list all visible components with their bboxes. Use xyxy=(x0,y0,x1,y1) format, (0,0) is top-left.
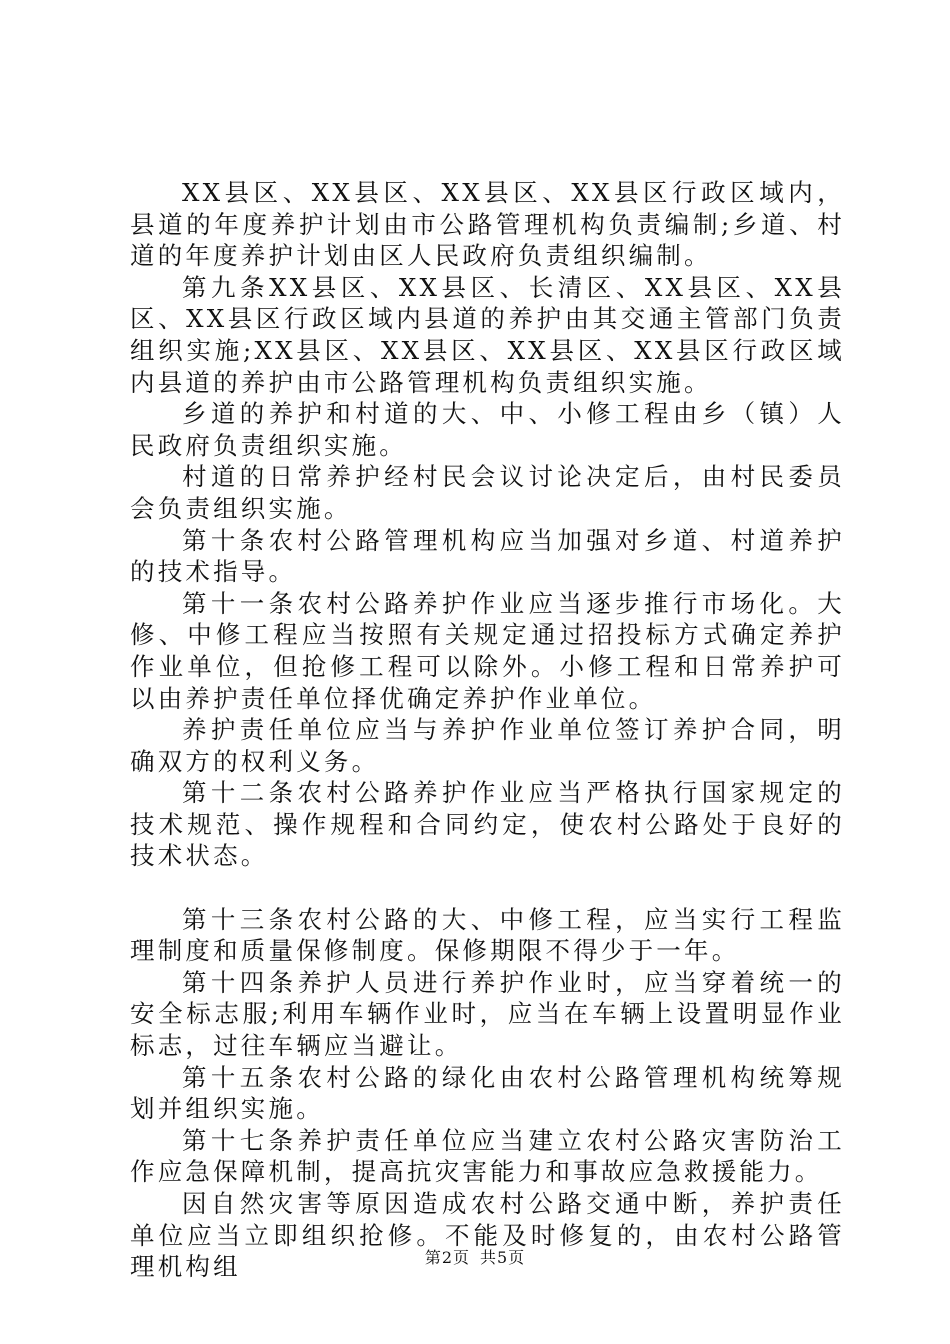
page-total: 共5页 xyxy=(480,1248,526,1267)
paragraph: 第九条XX县区、XX县区、长清区、XX县区、XX县区、XX县区行政区域内县道的养护由其交通主管部门负责组织实施;XX县区、XX县区、XX县区、XX县区行政区域内县道的养护由市公路管理机构负责组织实施。 xyxy=(130,272,845,397)
paragraph: 第十一条农村公路养护作业应当逐步推行市场化。大修、中修工程应当按照有关规定通过招投标方式确定养护作业单位，但抢修工程可以除外。小修工程和日常养护可以由养护责任单位择优确定养护作业单位。 xyxy=(130,588,845,713)
page-number: 第2页 xyxy=(424,1248,470,1267)
paragraph: 第十三条农村公路的大、中修工程，应当实行工程监理制度和质量保修制度。保修期限不得少于一年。 xyxy=(130,904,845,966)
paragraph: 村道的日常养护经村民会议讨论决定后，由村民委员会负责组织实施。 xyxy=(130,462,845,523)
document-body xyxy=(130,177,845,1283)
paragraph: 第十七条养护责任单位应当建立农村公路灾害防治工作应急保障机制，提高抗灾害能力和事故应急救援能力。 xyxy=(130,1125,845,1187)
paragraph: 第十二条农村公路养护作业应当严格执行国家规定的技术规范、操作规程和合同约定，使农村公路处于良好的技术状态。 xyxy=(130,778,845,871)
paragraph: 因自然灾害等原因造成农村公路交通中断，养护责任单位应当立即组织抢修。不能及时修复的，由农村公路管理机构组 xyxy=(130,1189,845,1282)
paragraph: 第十五条农村公路的绿化由农村公路管理机构统筹规划并组织实施。 xyxy=(130,1062,845,1124)
page-footer xyxy=(0,1245,950,1268)
paragraph: 第十条农村公路管理机构应当加强对乡道、村道养护的技术指导。 xyxy=(130,525,845,587)
paragraph: 乡道的养护和村道的大、中、小修工程由乡（镇）人民政府负责组织实施。 xyxy=(130,399,845,460)
paragraph: 养护责任单位应当与养护作业单位签订养护合同，明确双方的权利义务。 xyxy=(130,715,845,776)
paragraph: XX县区、XX县区、XX县区、XX县区行政区域内，县道的年度养护计划由市公路管理机构负责编制;乡道、村道的年度养护计划由区人民政府负责组织编制。 xyxy=(130,178,845,271)
paragraph: 第十四条养护人员进行养护作业时，应当穿着统一的安全标志服;利用车辆作业时，应当在车辆上设置明显作业标志，过往车辆应当避让。 xyxy=(130,967,845,1061)
